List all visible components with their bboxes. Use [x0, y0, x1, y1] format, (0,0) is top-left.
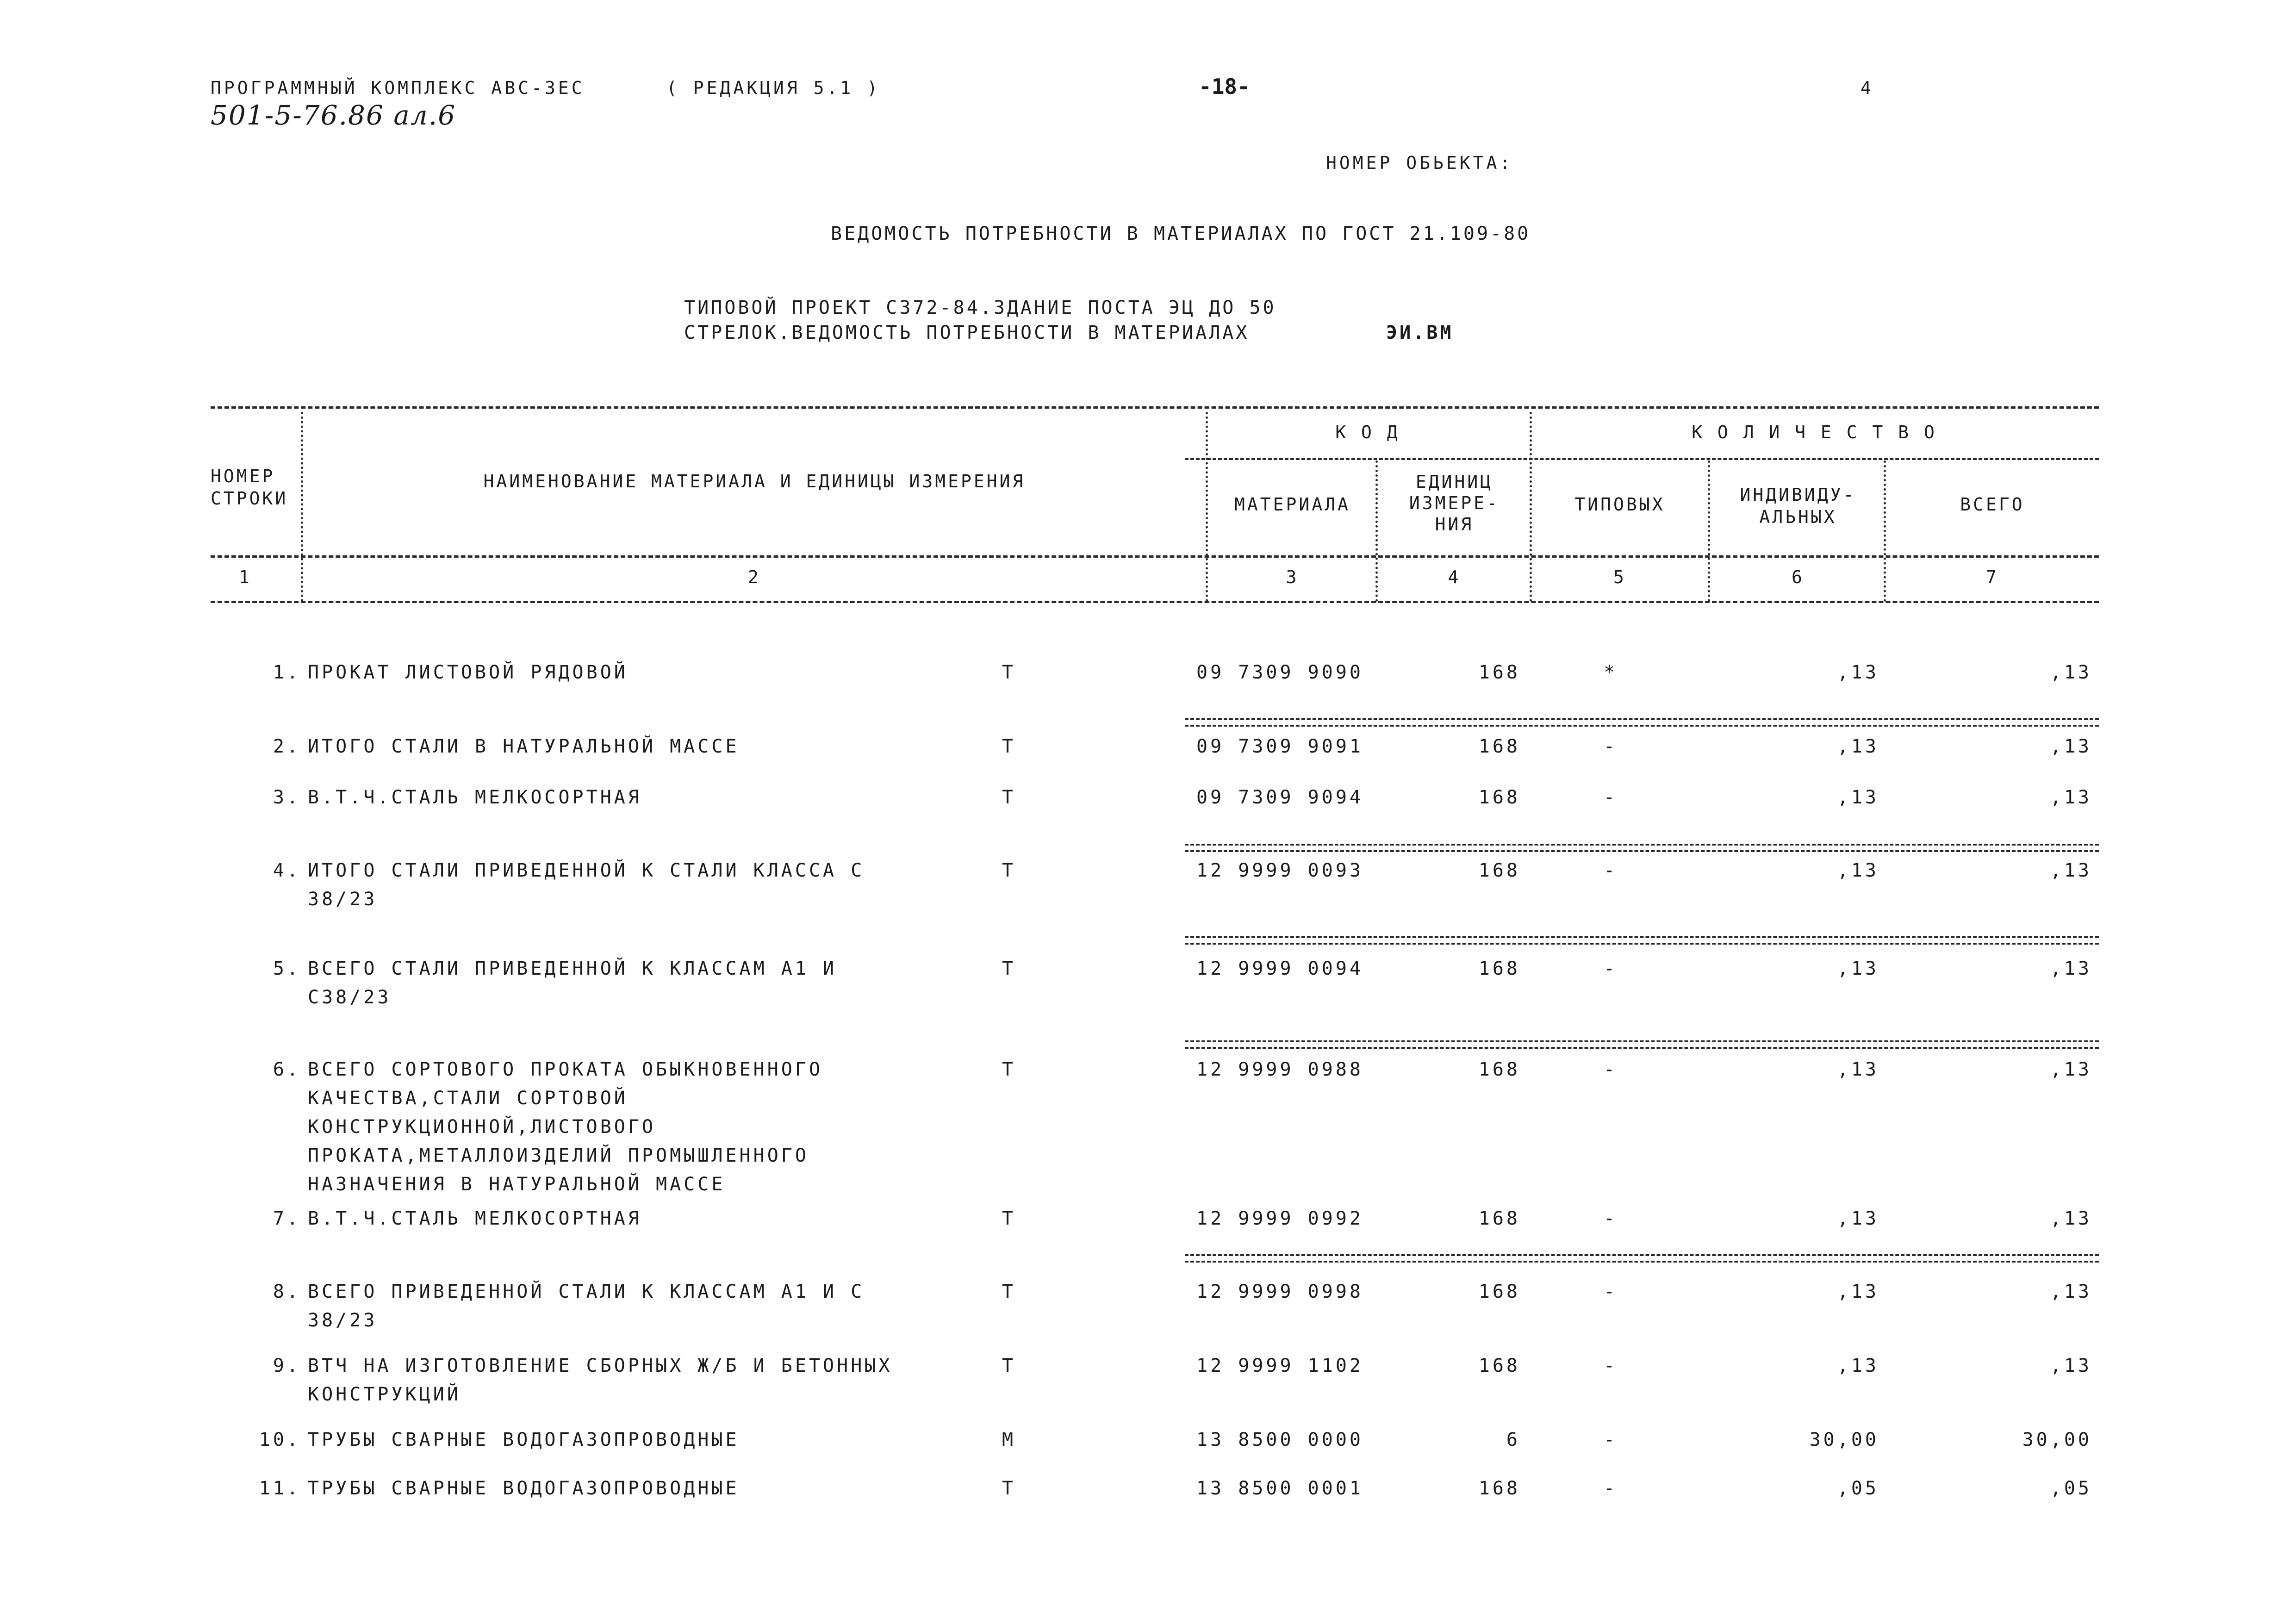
unit: Т — [1002, 1478, 1016, 1499]
total-qty: ,05 — [2050, 1478, 2092, 1499]
row-number: 4. — [273, 860, 301, 881]
unit: Т — [1002, 1281, 1016, 1302]
header-quantity-group: К О Л И Ч Е С Т В О — [1692, 422, 1937, 442]
material-code: 12 9999 0093 — [1196, 860, 1363, 881]
header-bottom-rule — [211, 555, 2099, 558]
material-name: ИТОГО СТАЛИ ПРИВЕДЕННОЙ К СТАЛИ КЛАССА С 38/23 — [308, 860, 865, 910]
program-name: ПРОГРАММНЫЙ КОМПЛЕКС АВС-ЗЕС — [211, 78, 585, 98]
column-numbers-rule — [211, 601, 2099, 603]
individual-qty: ,13 — [1837, 860, 1879, 881]
typical-qty: - — [1603, 787, 1618, 808]
colnum-2: 2 — [748, 567, 761, 587]
individual-qty: ,13 — [1837, 736, 1879, 757]
typical-qty: - — [1603, 1281, 1618, 1302]
typical-qty: - — [1603, 1478, 1618, 1499]
document-subtitle-line2: СТРЕЛОК.ВЕДОМОСТЬ ПОТРЕБНОСТИ В МАТЕРИАЛАХ — [684, 322, 1250, 343]
corner-mark: 4 — [1860, 78, 1874, 98]
col-sep-4 — [1530, 412, 1532, 602]
unit-code: 168 — [1478, 1281, 1520, 1302]
colnum-1: 1 — [239, 567, 252, 587]
colnum-3: 3 — [1286, 567, 1299, 587]
material-code: 12 9999 0988 — [1196, 1059, 1363, 1080]
row-number: 10. — [259, 1429, 301, 1450]
unit: Т — [1002, 662, 1016, 683]
colnum-5: 5 — [1613, 567, 1626, 587]
document-subtitle-code: ЭИ.ВМ — [1386, 322, 1454, 343]
individual-qty: ,13 — [1837, 1059, 1879, 1080]
header-sub-rule — [1185, 458, 2099, 460]
colnum-7: 7 — [1986, 567, 1999, 587]
individual-qty: ,13 — [1837, 958, 1879, 979]
row-number: 8. — [273, 1281, 301, 1302]
header-typical: ТИПОВЫХ — [1574, 494, 1665, 515]
unit-code: 168 — [1478, 787, 1520, 808]
program-edition: ( РЕДАКЦИЯ 5.1 ) — [666, 78, 881, 98]
individual-qty: ,13 — [1837, 1355, 1879, 1376]
unit: Т — [1002, 958, 1016, 979]
material-code: 13 8500 0001 — [1196, 1478, 1363, 1499]
row-number: 2. — [273, 736, 301, 757]
total-qty: ,13 — [2050, 1281, 2092, 1302]
individual-qty: ,13 — [1837, 1281, 1879, 1302]
unit-code: 168 — [1478, 1355, 1520, 1376]
colnum-4: 4 — [1448, 567, 1461, 587]
unit-code: 168 — [1478, 1478, 1520, 1499]
handwritten-code: 501-5-76.86 ал.6 — [211, 100, 456, 131]
typical-qty: - — [1603, 860, 1618, 881]
total-qty: ,13 — [2050, 1059, 2092, 1080]
material-code: 12 9999 1102 — [1196, 1355, 1363, 1376]
material-name: ВТЧ НА ИЗГОТОВЛЕНИЕ СБОРНЫХ Ж/Б И БЕТОННЫХ КОНСТРУКЦИЙ — [308, 1355, 893, 1405]
material-name: ВСЕГО СТАЛИ ПРИВЕДЕННОЙ К КЛАССАМ А1 И С38/23 — [308, 958, 837, 1008]
row-number: 7. — [273, 1208, 301, 1229]
typical-qty: - — [1603, 1208, 1618, 1229]
typical-qty: - — [1603, 1355, 1618, 1376]
material-code: 09 7309 9091 — [1196, 736, 1363, 757]
group-separator — [1185, 1254, 2099, 1263]
material-code: 13 8500 0000 — [1196, 1429, 1363, 1450]
typical-qty: - — [1603, 1059, 1618, 1080]
row-number: 5. — [273, 958, 301, 979]
total-qty: ,13 — [2050, 958, 2092, 979]
material-name: В.Т.Ч.СТАЛЬ МЕЛКОСОРТНАЯ — [308, 1208, 642, 1229]
header-material-code: МАТЕРИАЛА — [1234, 494, 1350, 515]
total-qty: ,13 — [2050, 860, 2092, 881]
document-title: ВЕДОМОСТЬ ПОТРЕБНОСТИ В МАТЕРИАЛАХ ПО ГОСТ 21.109-80 — [831, 223, 1531, 244]
material-name: ТРУБЫ СВАРНЫЕ ВОДОГАЗОПРОВОДНЫЕ — [308, 1429, 740, 1450]
material-name: ИТОГО СТАЛИ В НАТУРАЛЬНОЙ МАССЕ — [308, 736, 740, 757]
header-code-group: К О Д — [1335, 422, 1400, 442]
material-code: 09 7309 9090 — [1196, 662, 1363, 683]
object-number-label: НОМЕР ОБЬЕКТА: — [1326, 153, 1513, 173]
group-separator — [1185, 718, 2099, 727]
col-sep-1 — [301, 412, 303, 602]
unit-code: 168 — [1478, 860, 1520, 881]
individual-qty: ,13 — [1837, 1208, 1879, 1229]
individual-qty: ,13 — [1837, 787, 1879, 808]
total-qty: ,13 — [2050, 662, 2092, 683]
unit: Т — [1002, 1059, 1016, 1080]
unit-code: 168 — [1478, 1208, 1520, 1229]
individual-qty: ,05 — [1837, 1478, 1879, 1499]
header-name: НАИМЕНОВАНИЕ МАТЕРИАЛА И ЕДИНИЦЫ ИЗМЕРЕНИЯ — [483, 471, 1026, 492]
group-separator — [1185, 844, 2099, 852]
table-top-rule — [211, 406, 2099, 409]
col-sep-3 — [1375, 460, 1378, 602]
typical-qty: - — [1603, 736, 1618, 757]
colnum-6: 6 — [1792, 567, 1804, 587]
total-qty: ,13 — [2050, 1355, 2092, 1376]
unit: М — [1002, 1429, 1016, 1450]
typical-qty: - — [1603, 958, 1618, 979]
total-qty: 30,00 — [2022, 1429, 2092, 1450]
unit: Т — [1002, 860, 1016, 881]
individual-qty: ,13 — [1837, 662, 1879, 683]
unit-code: 168 — [1478, 736, 1520, 757]
total-qty: ,13 — [2050, 736, 2092, 757]
material-code: 12 9999 0992 — [1196, 1208, 1363, 1229]
unit-code: 6 — [1506, 1429, 1520, 1450]
page-number: -18- — [1199, 74, 1250, 99]
header-row-number: НОМЕР СТРОКИ — [211, 466, 288, 509]
material-code: 12 9999 0998 — [1196, 1281, 1363, 1302]
typical-qty: - — [1603, 1429, 1618, 1450]
col-sep-6 — [1884, 460, 1886, 602]
typical-qty: * — [1603, 662, 1618, 683]
material-name: ТРУБЫ СВАРНЫЕ ВОДОГАЗОПРОВОДНЫЕ — [308, 1478, 740, 1499]
group-separator — [1185, 1040, 2099, 1049]
col-sep-2 — [1206, 412, 1208, 602]
unit: Т — [1002, 787, 1016, 808]
row-number: 11. — [259, 1478, 301, 1499]
col-sep-5 — [1708, 460, 1710, 602]
unit-code: 168 — [1478, 1059, 1520, 1080]
total-qty: ,13 — [2050, 787, 2092, 808]
material-name: ВСЕГО ПРИВЕДЕННОЙ СТАЛИ К КЛАССАМ А1 И С 38/23 — [308, 1281, 865, 1331]
row-number: 3. — [273, 787, 301, 808]
unit-code: 168 — [1478, 662, 1520, 683]
total-qty: ,13 — [2050, 1208, 2092, 1229]
header-individual: ИНДИВИДУ- АЛЬНЫХ — [1740, 485, 1856, 527]
material-name: ПРОКАТ ЛИСТОВОЙ РЯДОВОЙ — [308, 662, 628, 683]
unit: Т — [1002, 1208, 1016, 1229]
material-name: В.Т.Ч.СТАЛЬ МЕЛКОСОРТНАЯ — [308, 787, 642, 808]
header-total: ВСЕГО — [1960, 494, 2025, 515]
row-number: 9. — [273, 1355, 301, 1376]
material-code: 09 7309 9094 — [1196, 787, 1363, 808]
unit-code: 168 — [1478, 958, 1520, 979]
group-separator — [1185, 936, 2099, 945]
unit: Т — [1002, 736, 1016, 757]
row-number: 6. — [273, 1059, 301, 1080]
unit: Т — [1002, 1355, 1016, 1376]
individual-qty: 30,00 — [1809, 1429, 1879, 1450]
material-name: ВСЕГО СОРТОВОГО ПРОКАТА ОБЫКНОВЕННОГО КАЧЕСТВА,СТАЛИ СОРТОВОЙ КОНСТРУКЦИОННОЙ,ЛИСТОВОГО ПРОКАТА,МЕТАЛЛОИЗДЕЛИЙ ПРОМЫШЛЕННОГО НАЗНАЧЕНИЯ В НАТУРАЛЬНОЙ МАССЕ — [308, 1059, 823, 1195]
header-unit-code: ЕДИНИЦ ИЗМЕРЕ- НИЯ — [1409, 472, 1500, 535]
row-number: 1. — [273, 662, 301, 683]
document-subtitle-line1: ТИПОВОЙ ПРОЕКТ С372-84.ЗДАНИЕ ПОСТА ЭЦ ДО 50 — [684, 297, 1276, 318]
material-code: 12 9999 0094 — [1196, 958, 1363, 979]
